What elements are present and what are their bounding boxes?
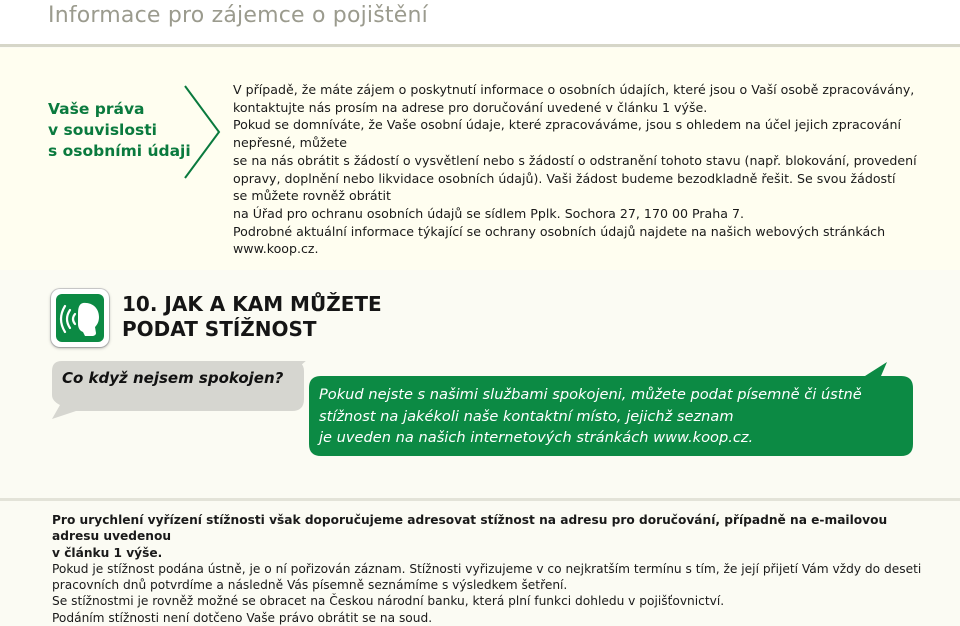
rights-text-line: kontaktujte nás prosím na adrese pro doručování uvedené v článku 1 výše. xyxy=(233,99,708,115)
answer-line: je uveden na našich internetových stránkách www.koop.cz. xyxy=(319,429,754,446)
question-text: Co když nejsem spokojen? xyxy=(62,369,284,387)
section-icon-tile xyxy=(51,289,109,347)
rights-text-line: na Úřad pro ochranu osobních údajů se sídlem Pplk. Sochora 27, 170 00 Praha 7. xyxy=(233,205,744,221)
complaint-notes xyxy=(52,512,922,626)
rights-text-line: Pokud se domníváte, že Vaše osobní údaje, které zpracováváme, jsou s ohledem na účel jejich zpracování xyxy=(233,117,901,133)
rights-text-line: se můžete rovněž obrátit xyxy=(233,188,391,204)
notes-line: Se stížnostmi je rovněž možné se obracet na Českou národní banku, která plní funkci dohledu v pojišťovnictví. xyxy=(52,594,725,609)
answer-text xyxy=(319,384,889,449)
notes-bold-line: v článku 1 výše. xyxy=(52,545,163,560)
notes-line: Pokud je stížnost podána ústně, je o ní pořizován záznam. Stížnosti vyřizujeme v co nejkratším termínu s tím, že její přijetí Vám vždy do deseti xyxy=(52,561,922,576)
chevron-right-icon xyxy=(183,84,223,180)
notes-line: Podáním stížnosti není dotčeno Vaše právo obrátit se na soud. xyxy=(52,610,433,625)
rights-text-line: nepřesné, můžete xyxy=(233,135,347,151)
answer-line: stížnost na jakékoli naše kontaktní místo, jejichž seznam xyxy=(319,407,734,425)
rights-text xyxy=(233,81,923,258)
section-heading xyxy=(122,292,382,342)
rights-heading-line: Vaše práva xyxy=(48,100,145,118)
section-heading-line: PODAT STÍŽNOST xyxy=(122,317,317,341)
rights-text-line: www.koop.cz. xyxy=(233,241,319,257)
section-heading-line: 10. JAK A KAM MŮŽETE xyxy=(122,292,382,316)
page-header xyxy=(0,0,960,47)
rights-heading xyxy=(48,99,193,162)
page-title: Informace pro zájemce o pojištění xyxy=(48,3,428,28)
rights-heading-line: s osobními údaji xyxy=(48,142,191,160)
rights-text-line: se na nás obrátit s žádostí o vysvětlení nebo s žádostí o odstranění tohoto stavu (např. blokování, provedení xyxy=(233,152,917,168)
rights-text-line: Podrobné aktuální informace týkající se ochrany osobních údajů najdete na našich webových stránkách xyxy=(233,223,886,239)
notes-line: pracovních dnů potvrdíme a následně Vás písemně seznámíme s výsledkem šetření. xyxy=(52,578,568,593)
rights-heading-line: v souvislosti xyxy=(48,121,157,139)
notes-bold-line: Pro urychlení vyřízení stížnosti však doporučujeme adresovat stížnost na adresu pro doručování, případně na e-mailovou adresu uvedenou xyxy=(52,513,888,544)
rights-text-line: opravy, doplnění nebo likvidace osobních údajů). Vaši žádost budeme bezodkladně řešit. Se svou žádostí xyxy=(233,170,896,186)
answer-line: Pokud nejste s našimi službami spokojeni, můžete podat písemně či ústně xyxy=(319,386,862,403)
speaking-head-icon xyxy=(56,294,104,342)
section-divider xyxy=(0,498,960,501)
rights-text-line: V případě, že máte zájem o poskytnutí informace o osobních údajích, které jsou o Vaší osobě zpracovávány, xyxy=(233,82,915,97)
